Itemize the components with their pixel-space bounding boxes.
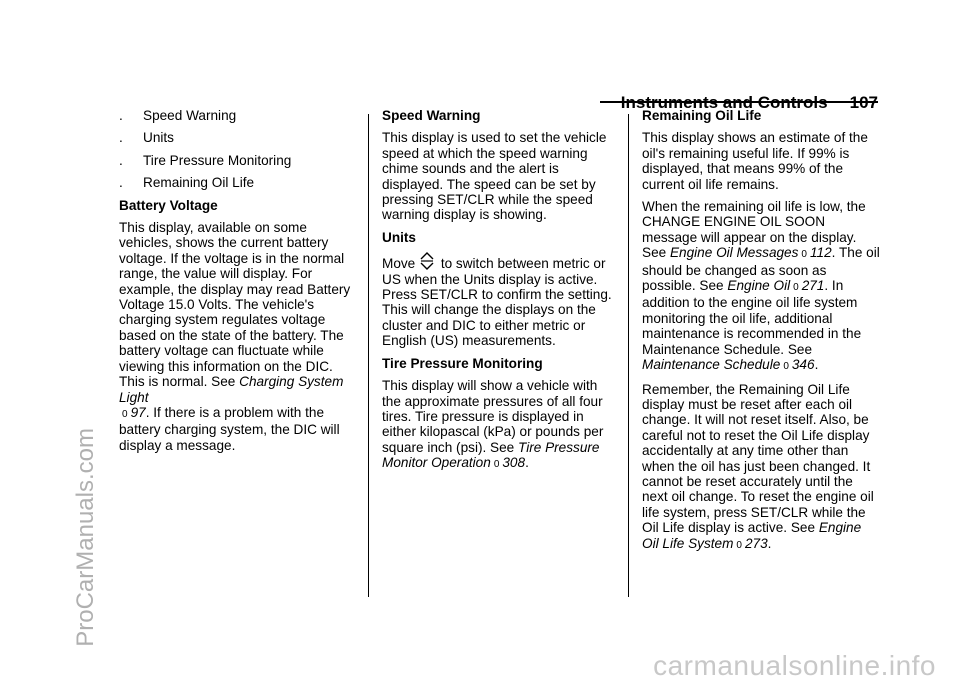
xref-link[interactable]: Maintenance Schedule (642, 357, 781, 373)
page-ref-arrow-icon: 0 (783, 361, 789, 373)
bullet-dot: . (119, 152, 123, 168)
bullet-text: Tire Pressure Monitoring (143, 152, 292, 168)
paragraph-text: Move (382, 256, 416, 272)
remaining-oil-life-heading: Remaining Oil Life (642, 108, 762, 123)
list-item (119, 108, 354, 123)
bullet-text: Speed Warning (143, 108, 237, 123)
paragraph-text: When the remaining oil life is low, the CHANGE ENGINE OIL SOON message will appear on the display. See (642, 199, 866, 261)
battery-voltage-heading: Battery Voltage (119, 197, 218, 213)
page-ref-arrow-icon: 0 (801, 249, 807, 261)
xref-link[interactable]: Tire Pressure Monitor Operation (382, 439, 600, 471)
list-item (119, 175, 354, 190)
list-item (119, 153, 354, 168)
up-down-arrow-icon (419, 252, 435, 270)
bullet-dot: . (119, 108, 123, 123)
list-item (119, 130, 354, 145)
page-ref[interactable]: 346 (791, 357, 815, 373)
page-ref-arrow-icon: 0 (736, 539, 742, 551)
column-divider (628, 114, 629, 597)
page-ref[interactable]: 308 (502, 455, 526, 471)
column-2 (382, 108, 616, 480)
xref-link[interactable]: Charging System Light (119, 374, 344, 405)
paragraph-text: . The oil should be changed as soon as possible. See (642, 245, 880, 294)
xref-link[interactable]: Engine Oil (727, 278, 791, 294)
bullet-dot: . (119, 130, 123, 146)
side-watermark (72, 228, 112, 647)
page-ref-arrow-icon: 0 (122, 408, 128, 420)
paragraph-text: to switch between metric or US when the Units display is active. Press SET/CLR to confirm the setting. This will change the displays on the cluster and DIC to either metric or English (US) measurements. (382, 256, 612, 349)
xref-link[interactable]: Engine Oil Messages (669, 245, 799, 261)
xref-link[interactable]: Engine Oil Life System (642, 520, 862, 551)
column-1 (119, 108, 354, 460)
oil-life-text-2 (642, 199, 880, 374)
paragraph-text: . If there is a problem with the battery charging system, the DIC will display a message. (119, 404, 340, 453)
header-rule (600, 101, 878, 103)
tire-pressure-heading: Tire Pressure Monitoring (382, 355, 543, 371)
paragraph-text: This display, available on some vehicles, shows the current battery voltage. If the voltage is in the normal range, the value will display. For example, the display may read Battery Voltage 15.0 Volts. The vehicle's charging system regulates voltage based on the state of the battery. The battery voltage can fluctuate while viewing this information on the DIC. This is normal. See (119, 220, 351, 390)
paragraph-text: . In addition to the engine oil life system monitoring the oil life, additional maintenance is recommended in the Maintenance Schedule. See (642, 278, 862, 357)
page-ref-arrow-icon: 0 (793, 282, 799, 294)
units-heading: Units (382, 229, 416, 245)
tire-pressure-text (382, 378, 616, 472)
paragraph-text: Remember, the Remaining Oil Life display must be reset after each oil change. It will not reset itself. Also, be careful not to reset the Oil Life display accidentally at any time other than when the oil has just been changed. It cannot be reset accurately until the next oil change. To reset the engine oil life system, press SET/CLR while the Oil Life display is active. See (642, 381, 874, 536)
paragraph-text: . (767, 535, 772, 551)
bullet-text: Remaining Oil Life (143, 175, 255, 191)
oil-life-text-1: This display shows an estimate of the oil's remaining useful life. If 99% is displayed, that means 99% of the current oil life remains. (642, 130, 868, 192)
paragraph-text: . (525, 455, 529, 471)
battery-voltage-text (119, 220, 354, 453)
column-divider (368, 114, 369, 597)
speed-warning-text: This display is used to set the vehicle speed at which the speed warning chime sounds and the alert is displayed. The speed can be set by pressing SET/CLR while the speed warning display is showing. (382, 130, 607, 223)
page-ref[interactable]: 97 (130, 404, 146, 420)
page-ref[interactable]: 112 (809, 245, 832, 261)
page-ref-arrow-icon: 0 (493, 459, 500, 471)
page-ref[interactable]: 273 (744, 535, 768, 551)
bullet-dot: . (119, 175, 123, 191)
side-watermark-text: ProCarManuals.com (72, 428, 99, 647)
oil-life-text-3 (642, 382, 880, 553)
speed-warning-heading: Speed Warning (382, 108, 481, 123)
units-text (382, 252, 616, 348)
paragraph-text: . (814, 357, 819, 373)
column-3 (642, 108, 880, 560)
bottom-watermark: carmanualsonline.info (653, 650, 936, 681)
page-ref[interactable]: 271 (801, 278, 825, 294)
paragraph-text: This display will show a vehicle with the approximate pressures of all four tires. Tire pressure is displayed in either kilopascal (kPa) or pounds per square inch (psi). See (382, 378, 604, 455)
bullet-text: Units (143, 130, 174, 146)
